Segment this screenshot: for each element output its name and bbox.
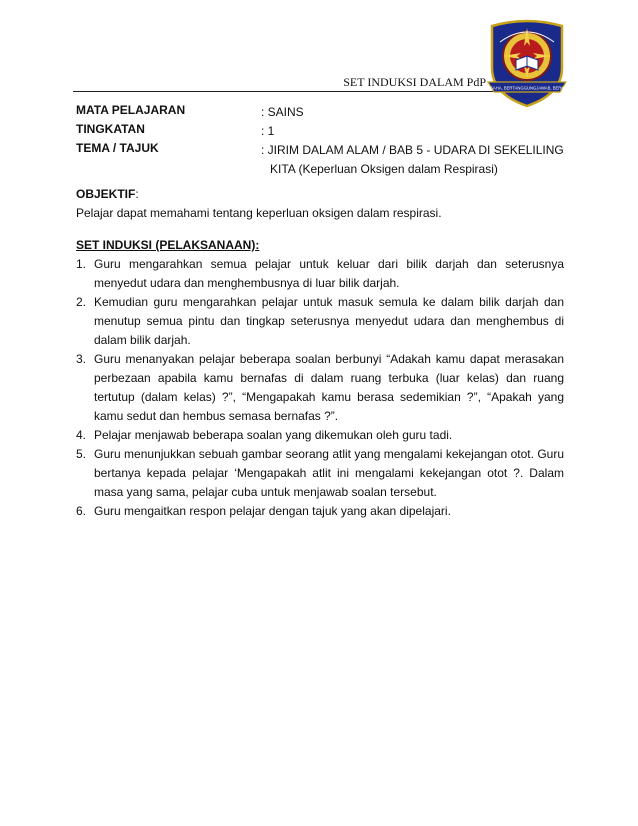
list-item <box>76 293 564 350</box>
school-crest-icon <box>478 16 576 108</box>
step-text: Kemudian guru mengarahkan pelajar untuk masuk semula ke dalam bilik darjah dan menutup semua pintu dan tingkap seterusnya menyedut udara dan menghembus di dalam bilik darjah. <box>94 295 564 347</box>
objective-heading: OBJEKTIF <box>76 187 136 201</box>
step-number: 3. <box>76 352 87 366</box>
step-text: Guru menunjukkan sebuah gambar seorang atlit yang mengalami kekejangan otot. Guru bertanya kepada pelajar ‘Mengapakah atlit ini mengalami kekejangan otot ?. Dalam masa yang sama, pelajar cuba untuk menjawab soalan tersebut. <box>94 447 564 499</box>
meta-table <box>76 103 576 181</box>
list-item <box>76 350 564 426</box>
meta-value-continuation: KITA (Keperluan Oksigen dalam Respirasi) <box>270 162 498 176</box>
crest-banner-text: BERUSAHA, BERTANGGUNGJAWAB, BERKESAN <box>478 85 576 91</box>
step-number: 4. <box>76 428 87 442</box>
header-title: SET INDUKSI DALAM PdP <box>343 75 486 89</box>
meta-label: MATA PELAJARAN <box>76 103 186 117</box>
meta-row-subject <box>76 103 576 122</box>
induction-steps <box>76 255 564 521</box>
induction-heading: SET INDUKSI (PELAKSANAAN) <box>76 238 256 252</box>
list-item <box>76 502 564 521</box>
meta-label: TEMA / TAJUK <box>76 141 159 155</box>
step-text: Guru mengarahkan semua pelajar untuk keluar dari bilik darjah dan seterusnya menyedut udara dan menghembusnya di luar bilik darjah. <box>94 257 564 290</box>
list-item <box>76 426 564 445</box>
step-text: Pelajar menjawab beberapa soalan yang dikemukan oleh guru tadi. <box>94 428 453 442</box>
step-text: Guru mengaitkan respon pelajar dengan tajuk yang akan dipelajari. <box>94 504 451 518</box>
objective-section <box>76 185 566 223</box>
meta-value <box>261 141 581 179</box>
meta-row-level <box>76 122 576 141</box>
step-number: 5. <box>76 447 87 461</box>
objective-text: Pelajar dapat memahami tentang keperluan oksigen dalam respirasi. <box>76 206 442 220</box>
induction-colon: : <box>255 238 260 252</box>
list-item <box>76 445 564 502</box>
objective-colon: : <box>135 187 139 201</box>
meta-row-topic <box>76 141 576 181</box>
header-divider <box>73 91 505 92</box>
meta-label: TINGKATAN <box>76 122 145 136</box>
list-item <box>76 255 564 293</box>
induction-section <box>76 236 564 521</box>
step-number: 1. <box>76 257 87 271</box>
meta-value-line: : JIRIM DALAM ALAM / BAB 5 - UDARA DI SEKELILING <box>261 143 564 157</box>
meta-value: : SAINS <box>261 105 304 119</box>
step-text: Guru menanyakan pelajar beberapa soalan berbunyi “Adakah kamu dapat merasakan perbezaan apabila kamu bernafas di dalam ruang terbuka (luar kelas) dan ruang tertutup (dalam kelas) ?”, “Mengapakah kamu berasa sedemikian ?”, “Apakah yang kamu sedut dan hembus semasa bernafas ?”. <box>94 352 564 423</box>
step-number: 2. <box>76 295 87 309</box>
step-number: 6. <box>76 504 87 518</box>
meta-value: : 1 <box>261 124 275 138</box>
